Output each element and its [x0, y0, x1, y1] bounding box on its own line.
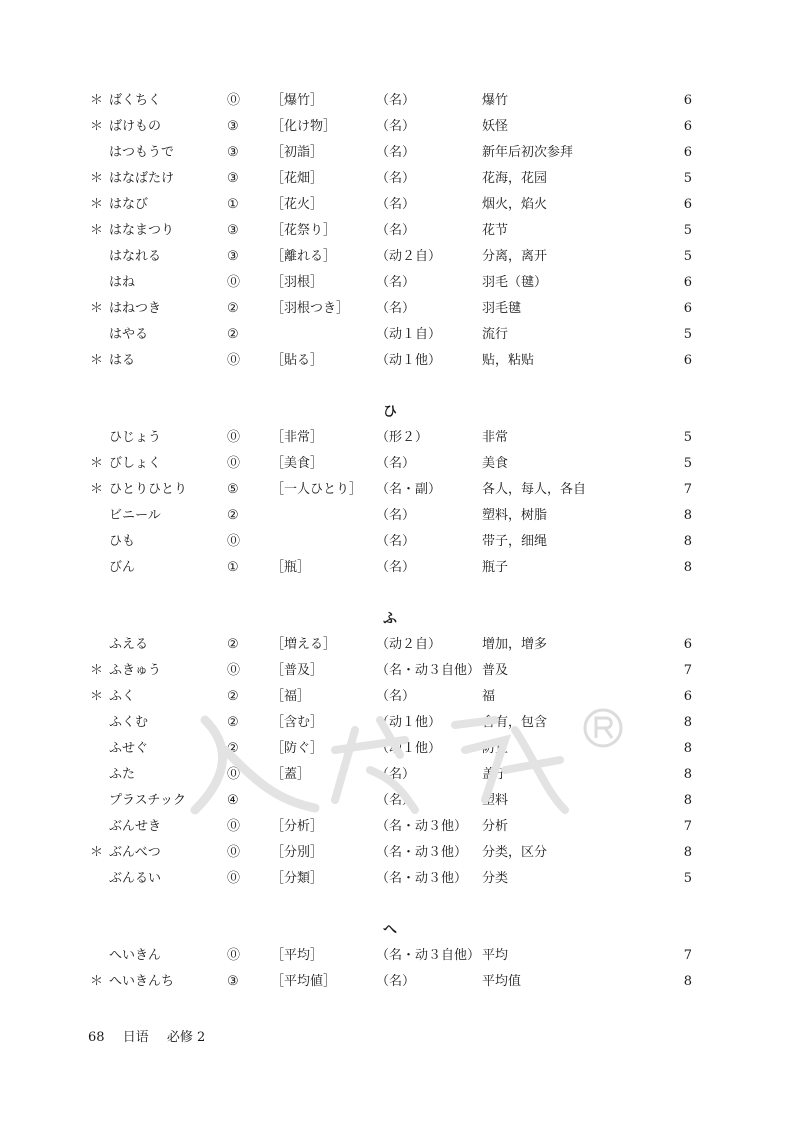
entry-accent: ⓪ — [227, 819, 241, 834]
entry-row — [0, 88, 800, 114]
entry-kanji: ［羽根］ — [271, 275, 324, 290]
entry-kanji: ［花火］ — [271, 197, 324, 212]
entry-meaning: 平均值 — [482, 974, 522, 989]
entry-lesson: 8 — [683, 974, 692, 989]
entry-accent: ⓪ — [227, 353, 241, 368]
entry-lesson: 6 — [683, 197, 692, 212]
entry-part-of-speech: （名） — [376, 93, 416, 108]
entry-accent: ③ — [227, 119, 239, 134]
entry-kana: ぶんるい — [109, 871, 162, 886]
entry-kanji: ［離れる］ — [271, 249, 337, 264]
entry-row — [0, 114, 800, 140]
entry-lesson: 5 — [683, 430, 692, 445]
entry-kanji: ［分析］ — [271, 819, 324, 834]
entry-row — [0, 529, 800, 555]
entry-row — [0, 425, 800, 451]
entry-kana: へいきん — [109, 948, 162, 963]
asterisk-mark: ＊ — [90, 845, 104, 860]
entry-row — [0, 710, 800, 736]
entry-part-of-speech: （名・动３他） — [376, 819, 468, 834]
entry-meaning: 盖子 — [482, 767, 509, 782]
entry-kanji: ［普及］ — [271, 663, 324, 678]
section-heading: ひ — [383, 404, 397, 420]
entry-kana: ひじょう — [109, 430, 162, 445]
section-heading: ふ — [383, 611, 397, 627]
entry-kanji: ［一人ひとり］ — [271, 482, 363, 497]
entry-meaning: 贴，粘贴 — [482, 353, 535, 368]
entry-kana: はなび — [109, 197, 149, 212]
entry-meaning: 烟火，焰火 — [482, 197, 548, 212]
entry-accent: ⓪ — [227, 845, 241, 860]
entry-part-of-speech: （名） — [376, 560, 416, 575]
entry-row — [0, 296, 800, 322]
entry-kana: はなまつり — [109, 223, 175, 238]
asterisk-mark: ＊ — [90, 456, 104, 471]
entry-meaning: 福 — [482, 689, 496, 704]
entry-part-of-speech: （名） — [376, 301, 416, 316]
entry-accent: ⓪ — [227, 456, 241, 471]
entry-kanji: ［爆竹］ — [271, 93, 324, 108]
entry-lesson: 7 — [683, 663, 692, 678]
page-footer — [88, 1028, 219, 1048]
entry-accent: ⓪ — [227, 767, 241, 782]
entry-part-of-speech: （名） — [376, 689, 416, 704]
entry-lesson: 7 — [683, 482, 692, 497]
entry-accent: ⓪ — [227, 948, 241, 963]
entry-kanji: ［平均値］ — [271, 974, 337, 989]
entry-lesson: 6 — [683, 353, 692, 368]
asterisk-mark: ＊ — [90, 353, 104, 368]
entry-lesson: 5 — [683, 456, 692, 471]
entry-part-of-speech: （动２自） — [376, 249, 442, 264]
entry-row — [0, 503, 800, 529]
entry-accent: ① — [227, 197, 239, 212]
entry-row — [0, 632, 800, 658]
entry-part-of-speech: （名） — [376, 508, 416, 523]
entry-row — [0, 814, 800, 840]
entry-part-of-speech: （名・动３自他） — [376, 948, 481, 963]
entry-part-of-speech: （名） — [376, 974, 416, 989]
entry-part-of-speech: （名・动３他） — [376, 845, 468, 860]
entry-accent: ② — [227, 327, 239, 342]
entry-lesson: 6 — [683, 93, 692, 108]
entry-row — [0, 658, 800, 684]
entry-row — [0, 192, 800, 218]
entry-kanji: ［福］ — [271, 689, 311, 704]
entry-accent: ① — [227, 560, 239, 575]
asterisk-mark: ＊ — [90, 93, 104, 108]
entry-kanji: ［美食］ — [271, 456, 324, 471]
entry-accent: ② — [227, 689, 239, 704]
entry-lesson: 5 — [683, 327, 692, 342]
entry-accent: ③ — [227, 249, 239, 264]
entry-lesson: 6 — [683, 637, 692, 652]
entry-row — [0, 166, 800, 192]
entry-kanji: ［平均］ — [271, 948, 324, 963]
asterisk-mark: ＊ — [90, 689, 104, 704]
entry-meaning: 分离，离开 — [482, 249, 548, 264]
entry-accent: ③ — [227, 171, 239, 186]
entry-kana: プラスチック — [109, 793, 186, 808]
entry-accent: ⑤ — [227, 482, 239, 497]
entry-accent: ② — [227, 741, 239, 756]
entry-accent: ⓪ — [227, 871, 241, 886]
entry-kanji: ［含む］ — [271, 715, 324, 730]
asterisk-mark: ＊ — [90, 301, 104, 316]
entry-kana: ふた — [109, 767, 136, 782]
entry-row — [0, 322, 800, 348]
entry-kana: ふくむ — [109, 715, 149, 730]
entry-kanji: ［分別］ — [271, 845, 324, 860]
entry-part-of-speech: （名・动３自他） — [376, 663, 481, 678]
entry-kana: はなれる — [109, 249, 162, 264]
entry-accent: ⓪ — [227, 534, 241, 549]
entry-row — [0, 943, 800, 969]
entry-accent: ⓪ — [227, 430, 241, 445]
entry-part-of-speech: （动１他） — [376, 715, 442, 730]
entry-part-of-speech: （名・副） — [376, 482, 442, 497]
entry-row — [0, 866, 800, 892]
entry-part-of-speech: （动１他） — [376, 741, 442, 756]
entry-lesson: 5 — [683, 249, 692, 264]
entry-kanji: ［防ぐ］ — [271, 741, 324, 756]
entry-meaning: 分析 — [482, 819, 509, 834]
asterisk-mark: ＊ — [90, 197, 104, 212]
entry-row — [0, 840, 800, 866]
entry-part-of-speech: （名） — [376, 145, 416, 160]
asterisk-mark: ＊ — [90, 663, 104, 678]
entry-lesson: 8 — [683, 508, 692, 523]
entry-accent: ⓪ — [227, 93, 241, 108]
entry-kanji: ［貼る］ — [271, 353, 324, 368]
entry-row — [0, 684, 800, 710]
entry-part-of-speech: （名） — [376, 119, 416, 134]
entry-meaning: 防止 — [482, 741, 509, 756]
entry-meaning: 塑料，树脂 — [482, 508, 548, 523]
entry-part-of-speech: （动１他） — [376, 353, 442, 368]
entry-lesson: 7 — [683, 948, 692, 963]
entry-kana: ふきゅう — [109, 663, 162, 678]
entry-meaning: 分类 — [482, 871, 509, 886]
entry-meaning: 带子，细绳 — [482, 534, 548, 549]
entry-row — [0, 348, 800, 374]
entry-kana: ひとりひとり — [109, 482, 188, 497]
entry-accent: ② — [227, 508, 239, 523]
entry-lesson: 5 — [683, 171, 692, 186]
entry-part-of-speech: （名） — [376, 534, 416, 549]
entry-lesson: 8 — [683, 715, 692, 730]
entry-meaning: 含有，包含 — [482, 715, 548, 730]
entry-kanji: ［非常］ — [271, 430, 324, 445]
entry-lesson: 8 — [683, 767, 692, 782]
entry-accent: ② — [227, 637, 239, 652]
section-heading: へ — [383, 922, 397, 938]
entry-part-of-speech: （动１自） — [376, 327, 442, 342]
entry-lesson: 6 — [683, 275, 692, 290]
asterisk-mark: ＊ — [90, 223, 104, 238]
entry-meaning: 平均 — [482, 948, 509, 963]
entry-kanji: ［瓶］ — [271, 560, 311, 575]
entry-meaning: 新年后初次参拜 — [482, 145, 574, 160]
entry-part-of-speech: （名） — [376, 456, 416, 471]
entry-meaning: 爆竹 — [482, 93, 509, 108]
entry-kana: ふえる — [109, 637, 149, 652]
entry-kana: ふく — [109, 689, 136, 704]
entry-lesson: 8 — [683, 793, 692, 808]
entry-kanji: ［花畑］ — [271, 171, 324, 186]
asterisk-mark: ＊ — [90, 482, 104, 497]
entry-meaning: 花海，花园 — [482, 171, 548, 186]
entry-accent: ③ — [227, 974, 239, 989]
book-volume: 必修 2 — [166, 1030, 206, 1045]
entry-kana: ぶんべつ — [109, 845, 161, 860]
entry-row — [0, 477, 800, 503]
entry-kana: ビニール — [109, 508, 161, 523]
book-title: 日语 — [122, 1030, 149, 1045]
entry-accent: ⓪ — [227, 663, 241, 678]
entry-kana: びん — [109, 560, 136, 575]
entry-row — [0, 270, 800, 296]
entry-part-of-speech: （形２） — [376, 430, 429, 445]
entry-accent: ④ — [227, 793, 239, 808]
entry-kanji: ［分類］ — [271, 871, 324, 886]
entry-kana: ぶんせき — [109, 819, 162, 834]
entry-row — [0, 736, 800, 762]
entry-lesson: 6 — [683, 301, 692, 316]
entry-row — [0, 451, 800, 477]
entry-meaning: 分类，区分 — [482, 845, 548, 860]
entry-accent: ② — [227, 715, 239, 730]
entry-meaning: 瓶子 — [482, 560, 509, 575]
entry-lesson: 6 — [683, 689, 692, 704]
entry-kanji: ［蓋］ — [271, 767, 311, 782]
entry-kana: へいきんち — [109, 974, 175, 989]
entry-lesson: 5 — [683, 871, 692, 886]
entry-lesson: 8 — [683, 534, 692, 549]
entry-meaning: 增加，增多 — [482, 637, 548, 652]
entry-part-of-speech: （动２自） — [376, 637, 442, 652]
entry-accent: ② — [227, 301, 239, 316]
entry-lesson: 8 — [683, 560, 692, 575]
entry-kana: ひも — [109, 534, 136, 549]
entry-meaning: 美食 — [482, 456, 509, 471]
entry-part-of-speech: （名・动３他） — [376, 871, 468, 886]
entry-kana: ふせぐ — [109, 741, 149, 756]
entry-accent: ⓪ — [227, 275, 241, 290]
entry-kanji: ［羽根つき］ — [271, 301, 350, 316]
entry-part-of-speech: （名） — [376, 197, 416, 212]
entry-meaning: 非常 — [482, 430, 509, 445]
entry-row — [0, 244, 800, 270]
entry-kanji: ［増える］ — [271, 637, 337, 652]
entry-kana: ばけもの — [109, 119, 162, 134]
entry-row — [0, 762, 800, 788]
entry-kana: はやる — [109, 327, 149, 342]
asterisk-mark: ＊ — [90, 974, 104, 989]
entry-lesson: 6 — [683, 145, 692, 160]
entry-meaning: 普及 — [482, 663, 509, 678]
entry-meaning: 妖怪 — [482, 119, 509, 134]
entry-part-of-speech: （名） — [376, 223, 416, 238]
asterisk-mark: ＊ — [90, 119, 104, 134]
entry-kana: ばくちく — [109, 93, 162, 108]
entry-kanji: ［花祭り］ — [271, 223, 337, 238]
entry-accent: ③ — [227, 223, 239, 238]
entry-row — [0, 969, 800, 995]
entry-lesson: 5 — [683, 223, 692, 238]
entry-row — [0, 788, 800, 814]
entry-accent: ③ — [227, 145, 239, 160]
entry-meaning: 羽毛（毽） — [482, 275, 548, 290]
entry-row — [0, 140, 800, 166]
entry-meaning: 各人，每人，各自 — [482, 482, 587, 497]
page-number: 68 — [88, 1030, 105, 1045]
entry-part-of-speech: （名） — [376, 171, 416, 186]
entry-kanji: ［化け物］ — [271, 119, 337, 134]
entry-meaning: 花节 — [482, 223, 509, 238]
entry-kana: はね — [109, 275, 136, 290]
entry-row — [0, 555, 800, 581]
entry-lesson: 6 — [683, 119, 692, 134]
entry-lesson: 8 — [683, 741, 692, 756]
entry-kana: はつもうで — [109, 145, 175, 160]
asterisk-mark: ＊ — [90, 171, 104, 186]
entry-part-of-speech: （名） — [376, 767, 416, 782]
entry-part-of-speech: （名） — [376, 793, 416, 808]
entry-kanji: ［初詣］ — [271, 145, 324, 160]
entry-kana: びしょく — [109, 456, 162, 471]
entry-lesson: 8 — [683, 845, 692, 860]
entry-kana: はなばたけ — [109, 171, 175, 186]
entry-meaning: 羽毛毽 — [482, 301, 522, 316]
entry-part-of-speech: （名） — [376, 275, 416, 290]
entry-meaning: 塑料 — [482, 793, 509, 808]
entry-meaning: 流行 — [482, 327, 509, 342]
entry-kana: はる — [109, 353, 136, 368]
entry-row — [0, 218, 800, 244]
entry-kana: はねつき — [109, 301, 162, 316]
entry-lesson: 7 — [683, 819, 692, 834]
